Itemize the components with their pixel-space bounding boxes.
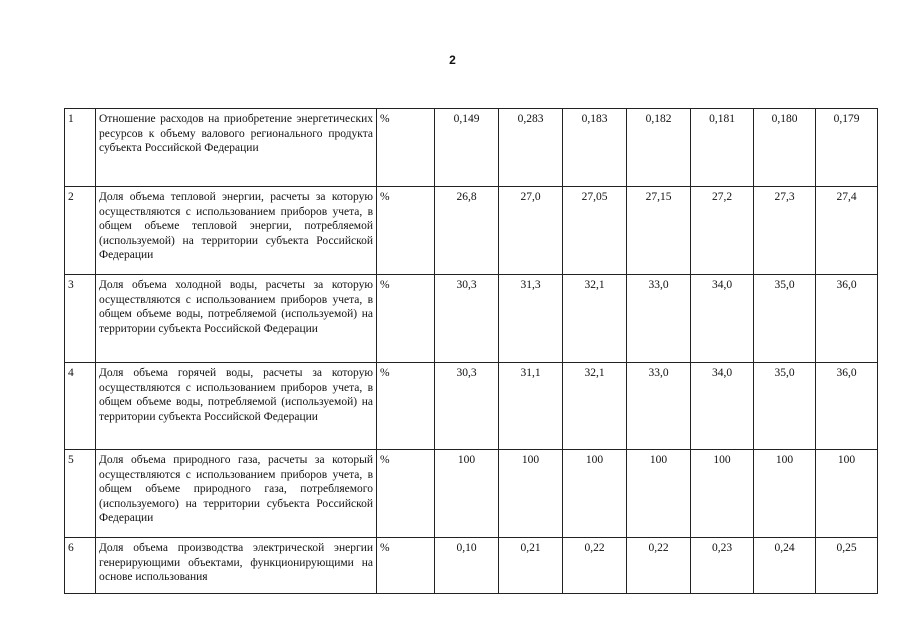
row-number: 1 (65, 109, 96, 187)
value-cell: 0,283 (499, 109, 563, 187)
unit: % (377, 538, 435, 594)
row-number: 2 (65, 187, 96, 275)
indicator-name: Доля объема природного газа, расчеты за который осуществляются с использованием приборов учета, в общем объеме природного газа, потребляемого (используемого) на территории субъекта Российской Федерации (96, 450, 377, 538)
value-cell: 36,0 (816, 363, 878, 450)
value-cell: 100 (816, 450, 878, 538)
value-cell: 35,0 (754, 363, 816, 450)
indicator-name: Отношение расходов на приобретение энергетических ресурсов к объему валового регионального продукта субъекта Российской Федерации (96, 109, 377, 187)
value-cell: 0,23 (691, 538, 754, 594)
value-cell: 27,4 (816, 187, 878, 275)
value-cell: 27,05 (563, 187, 627, 275)
value-cell: 27,3 (754, 187, 816, 275)
table-row (65, 450, 878, 538)
row-number: 6 (65, 538, 96, 594)
value-cell: 100 (754, 450, 816, 538)
value-cell: 27,0 (499, 187, 563, 275)
value-cell: 0,25 (816, 538, 878, 594)
value-cell: 100 (435, 450, 499, 538)
table-row (65, 275, 878, 363)
value-cell: 30,3 (435, 363, 499, 450)
value-cell: 100 (691, 450, 754, 538)
table-row (65, 187, 878, 275)
value-cell: 34,0 (691, 363, 754, 450)
value-cell: 100 (563, 450, 627, 538)
value-cell: 27,15 (627, 187, 691, 275)
value-cell: 27,2 (691, 187, 754, 275)
value-cell: 0,22 (563, 538, 627, 594)
value-cell: 0,179 (816, 109, 878, 187)
value-cell: 26,8 (435, 187, 499, 275)
value-cell: 0,182 (627, 109, 691, 187)
value-cell: 0,22 (627, 538, 691, 594)
value-cell: 31,3 (499, 275, 563, 363)
unit: % (377, 109, 435, 187)
value-cell: 0,24 (754, 538, 816, 594)
row-number: 5 (65, 450, 96, 538)
value-cell: 35,0 (754, 275, 816, 363)
unit: % (377, 187, 435, 275)
indicator-name: Доля объема тепловой энергии, расчеты за которую осуществляются с использованием приборов учета, в общем объеме тепловой энергии, потребляемой (используемой) на территории субъекта Российской Федерации (96, 187, 377, 275)
page-number: 2 (449, 53, 456, 67)
value-cell: 31,1 (499, 363, 563, 450)
unit: % (377, 450, 435, 538)
value-cell: 32,1 (563, 275, 627, 363)
value-cell: 0,21 (499, 538, 563, 594)
indicator-name: Доля объема горячей воды, расчеты за которую осуществляются с использованием приборов учета, в общем объеме воды, потребляемой (используемой) на территории субъекта Российской Федерации (96, 363, 377, 450)
value-cell: 33,0 (627, 275, 691, 363)
value-cell: 100 (499, 450, 563, 538)
value-cell: 33,0 (627, 363, 691, 450)
indicators-table (64, 108, 878, 594)
value-cell: 34,0 (691, 275, 754, 363)
row-number: 3 (65, 275, 96, 363)
value-cell: 32,1 (563, 363, 627, 450)
unit: % (377, 275, 435, 363)
value-cell: 36,0 (816, 275, 878, 363)
value-cell: 30,3 (435, 275, 499, 363)
value-cell: 0,180 (754, 109, 816, 187)
unit: % (377, 363, 435, 450)
value-cell: 100 (627, 450, 691, 538)
row-number: 4 (65, 363, 96, 450)
value-cell: 0,149 (435, 109, 499, 187)
indicator-name: Доля объема холодной воды, расчеты за которую осуществляются с использованием приборов учета, в общем объеме воды, потребляемой (используемой) на территории субъекта Российской Федерации (96, 275, 377, 363)
value-cell: 0,183 (563, 109, 627, 187)
table-row (65, 363, 878, 450)
value-cell: 0,181 (691, 109, 754, 187)
table-row (65, 109, 878, 187)
indicator-name: Доля объема производства электрической энергии генерирующими объектами, функционирующими на основе использования (99, 542, 373, 584)
value-cell: 0,10 (435, 538, 499, 594)
table-row (65, 538, 878, 594)
